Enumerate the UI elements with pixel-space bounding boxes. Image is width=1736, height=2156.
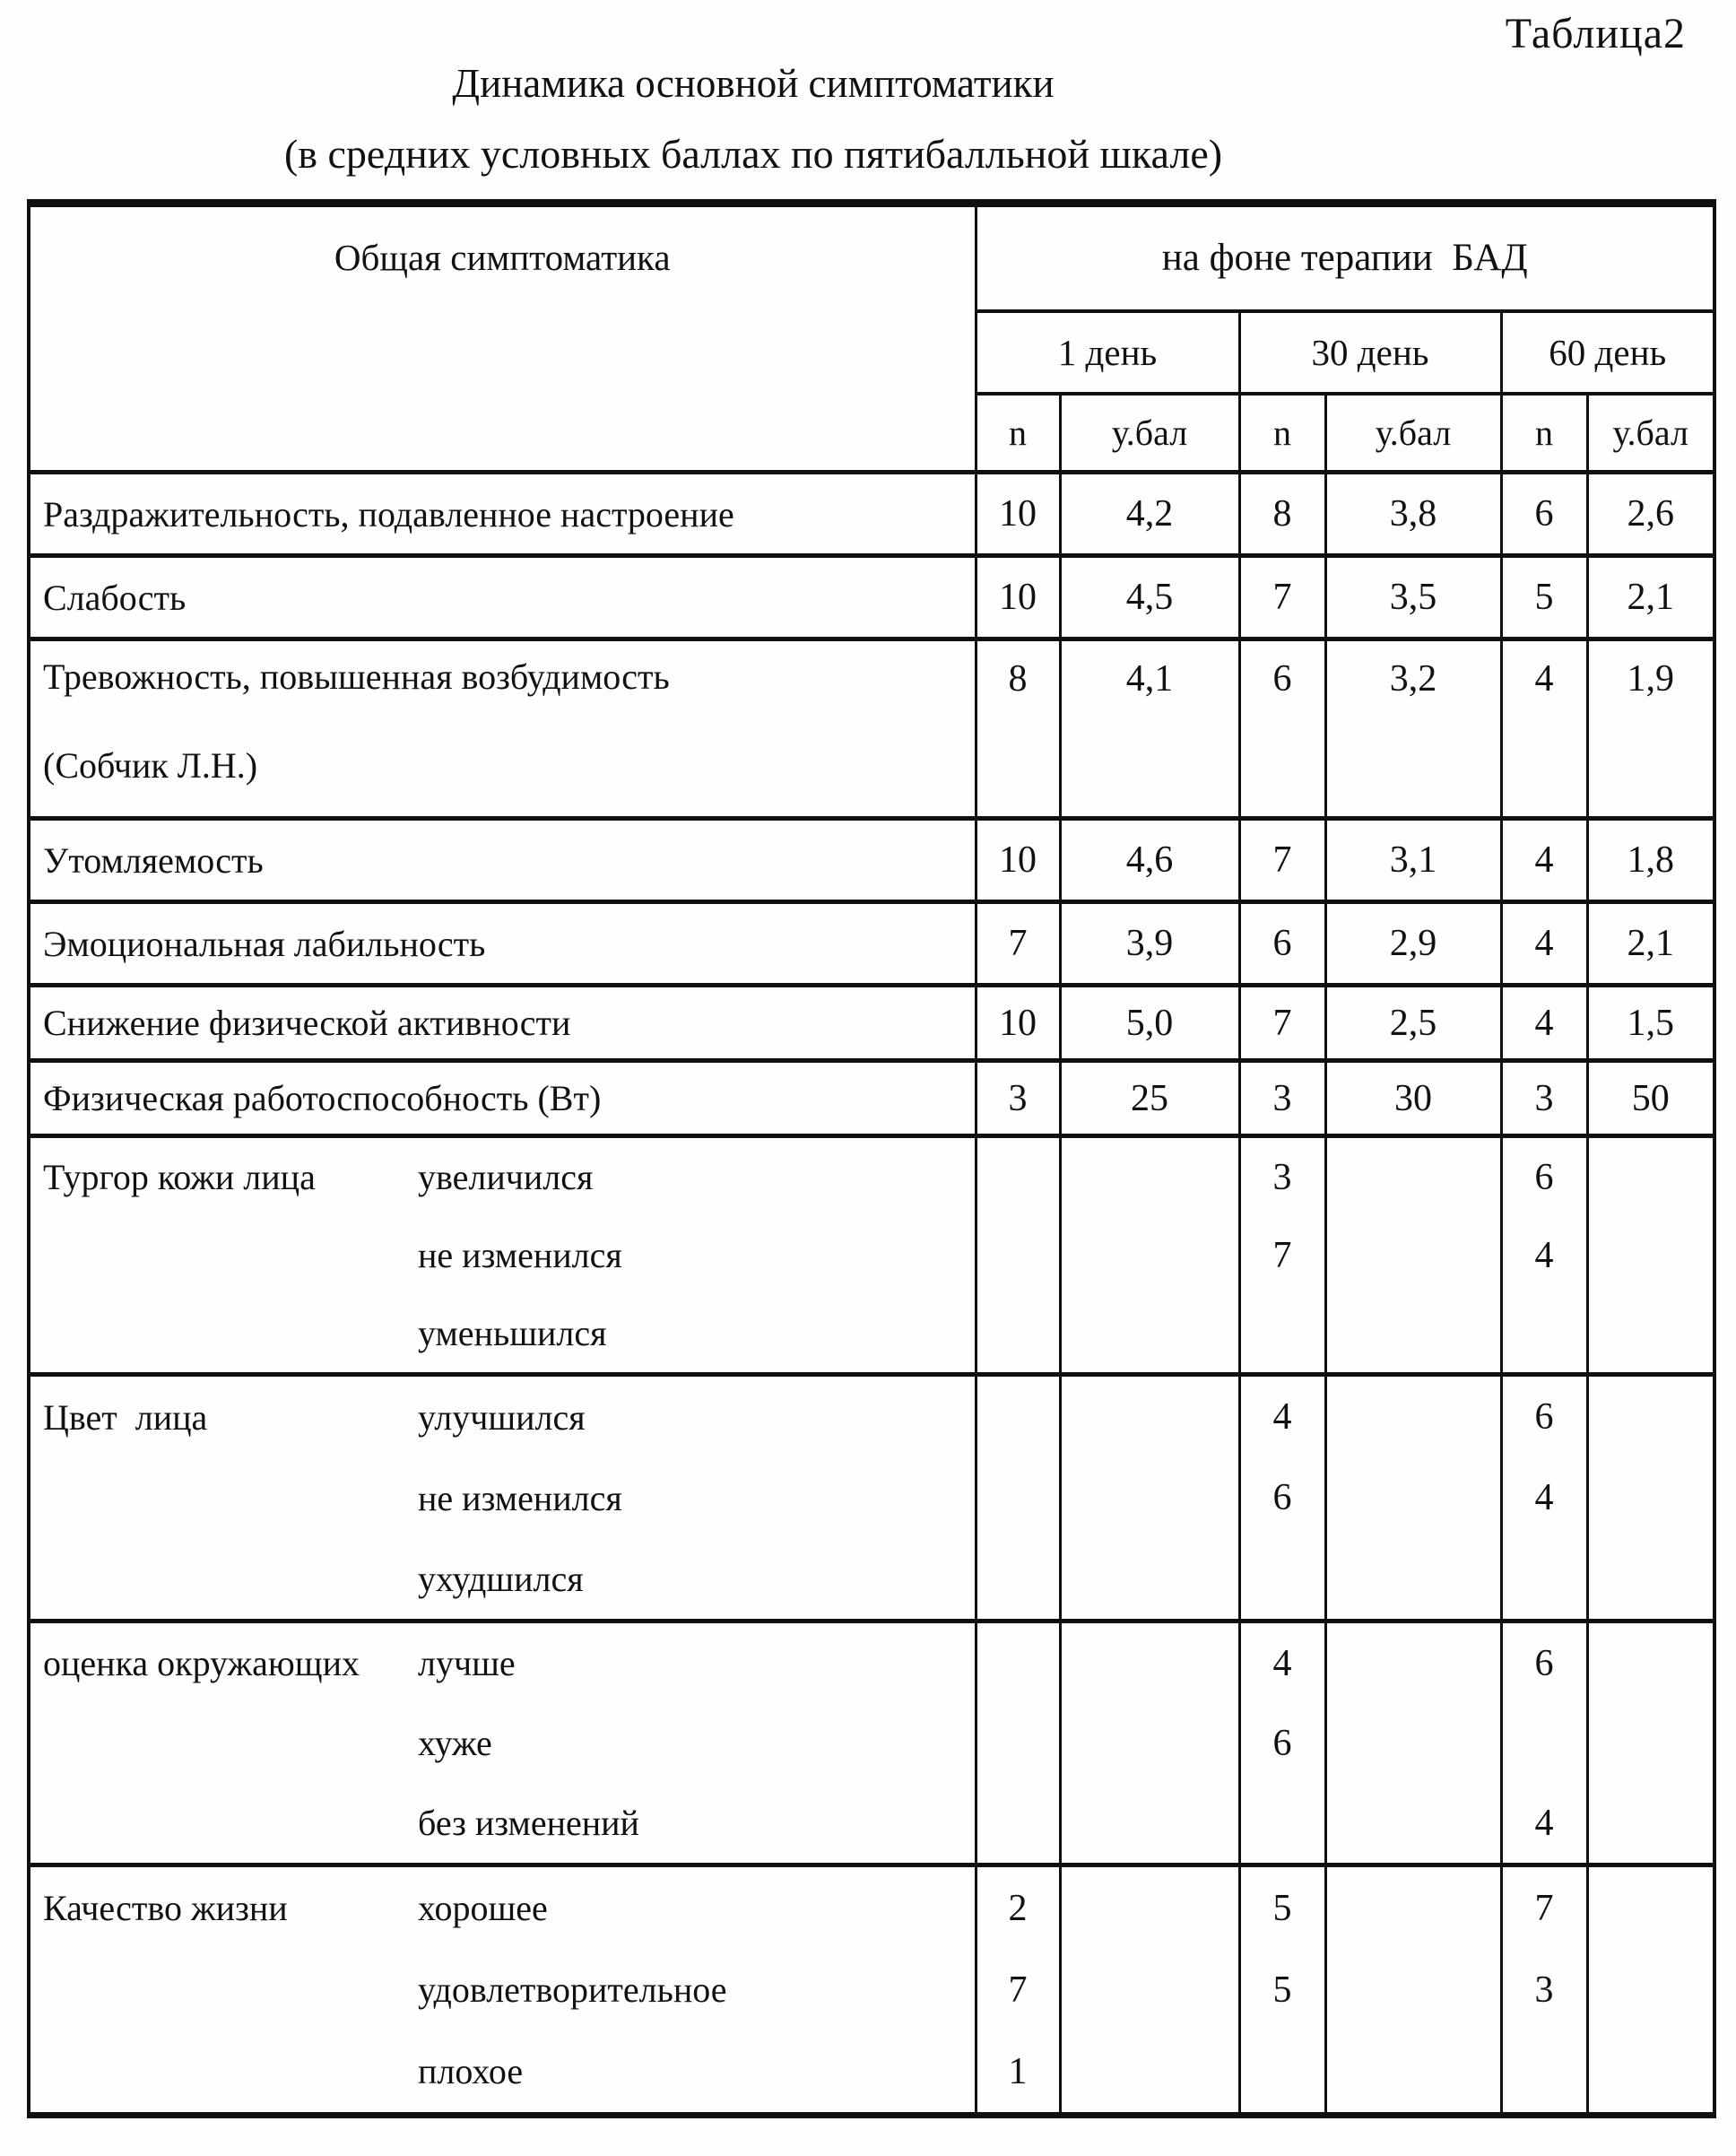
value-cell: 3,8: [1325, 473, 1501, 556]
section-value: [1241, 2030, 1324, 2112]
section-label: Цвет лица: [43, 1396, 208, 1438]
section-value: 6: [1534, 1396, 1554, 1438]
section-value: 7: [1534, 1887, 1554, 1929]
value-cell: 8: [1008, 658, 1028, 700]
section-value: 4: [1534, 1802, 1554, 1844]
section-value: [977, 1538, 1059, 1619]
symptom-label: Физическая работоспособность (Вт): [29, 1061, 976, 1136]
section-value: 6: [1272, 1722, 1292, 1764]
section-value: [1589, 1949, 1714, 2030]
value-cell: 4,2: [1060, 473, 1239, 556]
header-day-30: 30 день: [1239, 311, 1501, 394]
symptom-label-cell: [29, 639, 976, 819]
value-cell: 4,6: [1060, 819, 1239, 902]
section-value: [1062, 1783, 1238, 1863]
section-value: 4: [1272, 1642, 1292, 1684]
section-value: [1589, 2030, 1714, 2112]
section-value: [1062, 1703, 1238, 1783]
section-value: 4: [1534, 1234, 1554, 1276]
value-cell: 4: [1534, 658, 1554, 700]
value-cell: 10: [976, 556, 1060, 639]
header-n-day30: n: [1239, 394, 1325, 473]
section-value: [1241, 1538, 1324, 1619]
header-score-day30: у.бал: [1325, 394, 1501, 473]
symptom-label-note: (Собчик Л.Н.): [43, 745, 258, 786]
value-cell: 4: [1501, 819, 1587, 902]
section-value: [977, 1623, 1059, 1703]
symptom-label: Утомляемость: [29, 819, 976, 902]
section-option: хуже: [418, 1723, 492, 1763]
section-value: [977, 1138, 1059, 1216]
value-cell: 2,1: [1587, 902, 1714, 986]
symptom-label: Снижение физической активности: [29, 986, 976, 1061]
value-cell: 3: [1239, 1061, 1325, 1136]
section-value: [1241, 1294, 1324, 1372]
section-value: 3: [1534, 1969, 1554, 2011]
section-value: [1589, 1216, 1714, 1294]
section-value: [1327, 1538, 1500, 1619]
value-cell: 1,9: [1627, 658, 1675, 700]
section-value: [1503, 1703, 1586, 1783]
value-cell: 10: [976, 819, 1060, 902]
header-n-day60: n: [1501, 394, 1587, 473]
symptom-row-physical-capacity: [29, 1061, 1714, 1136]
section-value: [1589, 1867, 1714, 1949]
value-cell: 6: [1239, 902, 1325, 986]
section-value: [1327, 1703, 1500, 1783]
header-score-day1: у.бал: [1060, 394, 1239, 473]
value-cell: 7: [1239, 819, 1325, 902]
table-title: Динамика основной симптоматики: [452, 61, 1055, 106]
value-cell: 7: [976, 902, 1060, 986]
section-value: 5: [1272, 1887, 1292, 1929]
section-value: [1062, 1538, 1238, 1619]
table-number-label: Таблица2: [1505, 10, 1686, 57]
section-value: [1327, 1783, 1500, 1863]
section-value: 4: [1534, 1477, 1554, 1518]
section-value: 1: [1008, 2050, 1028, 2092]
section-value: [977, 1457, 1059, 1538]
symptom-label: Раздражительность, подавленное настроение: [29, 473, 976, 556]
value-cell: 7: [1239, 556, 1325, 639]
value-cell: 4: [1501, 986, 1587, 1061]
section-option: уменьшился: [418, 1313, 607, 1353]
section-value: [1062, 1377, 1238, 1457]
section-value: 4: [1272, 1396, 1292, 1438]
value-cell: 30: [1325, 1061, 1501, 1136]
section-row-face-color: [29, 1375, 1714, 1621]
section-value: [1503, 1538, 1586, 1619]
section-value: [1327, 1867, 1500, 1949]
section-value: 5: [1272, 1969, 1292, 2011]
section-value: [977, 1783, 1059, 1863]
section-label-cell: [29, 1136, 976, 1375]
symptom-row-fatigue: [29, 819, 1714, 902]
section-value: [1589, 1138, 1714, 1216]
value-cell: 1,5: [1587, 986, 1714, 1061]
section-value: [1062, 1457, 1238, 1538]
value-cell: 25: [1060, 1061, 1239, 1136]
header-general-symptomatics: Общая симптоматика: [334, 237, 671, 278]
section-label-cell: [29, 1375, 976, 1621]
header-row-group: [29, 204, 1714, 311]
section-option: ухудшился: [418, 1558, 584, 1599]
section-option: улучшился: [418, 1396, 586, 1438]
value-cell: 3,1: [1325, 819, 1501, 902]
value-cell: 7: [1239, 986, 1325, 1061]
value-cell: 6: [1501, 473, 1587, 556]
section-option: удовлетворительное: [418, 1969, 727, 2010]
value-cell: 8: [1239, 473, 1325, 556]
symptom-label: Слабость: [29, 556, 976, 639]
header-n-day1: n: [976, 394, 1060, 473]
section-value: 7: [1272, 1234, 1292, 1276]
section-option: лучше: [418, 1643, 516, 1683]
value-cell: 4,1: [1125, 658, 1174, 700]
section-row-others-assessment: [29, 1621, 1714, 1865]
value-cell: 6: [1272, 658, 1292, 700]
section-value: [1062, 1623, 1238, 1703]
header-therapy-bad: на фоне терапии БАД: [976, 204, 1714, 311]
symptom-label: Тревожность, повышенная возбудимость: [43, 656, 670, 697]
section-option: плохое: [418, 2051, 524, 2091]
header-score-day60: у.бал: [1587, 394, 1714, 473]
section-label: Тургор кожи лица: [43, 1157, 316, 1197]
symptom-row-irritability: [29, 473, 1714, 556]
section-row-quality-of-life: [29, 1865, 1714, 2116]
section-row-skin-turgor: [29, 1136, 1714, 1375]
header-day-60: 60 день: [1501, 311, 1714, 394]
section-value: [1589, 1703, 1714, 1783]
section-value: [1327, 1377, 1500, 1457]
value-cell: 5,0: [1060, 986, 1239, 1061]
value-cell: 3,5: [1325, 556, 1501, 639]
section-value: [977, 1294, 1059, 1372]
section-label-cell: [29, 1865, 976, 2116]
section-value: [1503, 2030, 1586, 2112]
section-value: [1327, 2030, 1500, 2112]
section-value: 2: [1008, 1887, 1028, 1929]
section-value: 6: [1534, 1156, 1554, 1198]
section-value: [1062, 1294, 1238, 1372]
section-value: [1589, 1783, 1714, 1863]
value-cell: 10: [976, 986, 1060, 1061]
section-value: [977, 1377, 1059, 1457]
symptom-row-anxiety: [29, 639, 1714, 819]
section-option: не изменился: [418, 1235, 622, 1275]
value-cell: 2,6: [1587, 473, 1714, 556]
section-value: [1327, 1138, 1500, 1216]
value-cell: 3,9: [1060, 902, 1239, 986]
section-option: хорошее: [418, 1888, 548, 1928]
section-value: 3: [1272, 1156, 1292, 1198]
section-value: [1589, 1457, 1714, 1538]
section-value: [1062, 1949, 1238, 2030]
section-value: [1062, 1867, 1238, 1949]
value-cell: 2,9: [1325, 902, 1501, 986]
section-value: [1327, 1949, 1500, 2030]
value-cell: 3,2: [1389, 658, 1437, 700]
section-value: [1503, 1294, 1586, 1372]
value-cell: 5: [1501, 556, 1587, 639]
section-value: [1327, 1216, 1500, 1294]
section-value: [1062, 1216, 1238, 1294]
section-value: [1327, 1294, 1500, 1372]
section-value: [1241, 1783, 1324, 1863]
section-value: [1589, 1377, 1714, 1457]
symptom-row-weakness: [29, 556, 1714, 639]
section-option: не изменился: [418, 1477, 622, 1518]
section-value: [1589, 1538, 1714, 1619]
section-option: без изменений: [418, 1803, 639, 1843]
value-cell: 3: [1501, 1061, 1587, 1136]
value-cell: 4: [1501, 902, 1587, 986]
symptoms-table: [27, 199, 1716, 2118]
section-value: 6: [1272, 1477, 1292, 1518]
section-value: [1589, 1623, 1714, 1703]
section-label-cell: [29, 1621, 976, 1865]
section-value: [1062, 1138, 1238, 1216]
section-value: [1062, 2030, 1238, 2112]
value-cell: 2,1: [1587, 556, 1714, 639]
header-day-1: 1 день: [976, 311, 1239, 394]
section-option: увеличился: [418, 1157, 594, 1197]
section-value: [1327, 1457, 1500, 1538]
section-label: Качество жизни: [43, 1888, 288, 1928]
symptom-label: Эмоциональная лабильность: [29, 902, 976, 986]
table-subtitle: (в средних условных баллах по пятибалльной шкале): [283, 131, 1223, 177]
value-cell: 50: [1587, 1061, 1714, 1136]
symptom-row-emotional-lability: [29, 902, 1714, 986]
value-cell: 2,5: [1325, 986, 1501, 1061]
section-value: [1589, 1294, 1714, 1372]
table-titles: [0, 60, 1506, 178]
section-label: оценка окружающих: [43, 1643, 360, 1683]
symptom-row-physical-activity-decrease: [29, 986, 1714, 1061]
section-value: 7: [1008, 1969, 1028, 2011]
section-value: [977, 1216, 1059, 1294]
value-cell: 10: [976, 473, 1060, 556]
section-value: [1327, 1623, 1500, 1703]
section-value: [977, 1703, 1059, 1783]
section-value: 6: [1534, 1642, 1554, 1684]
value-cell: 4,5: [1060, 556, 1239, 639]
value-cell: 3: [976, 1061, 1060, 1136]
value-cell: 1,8: [1587, 819, 1714, 902]
